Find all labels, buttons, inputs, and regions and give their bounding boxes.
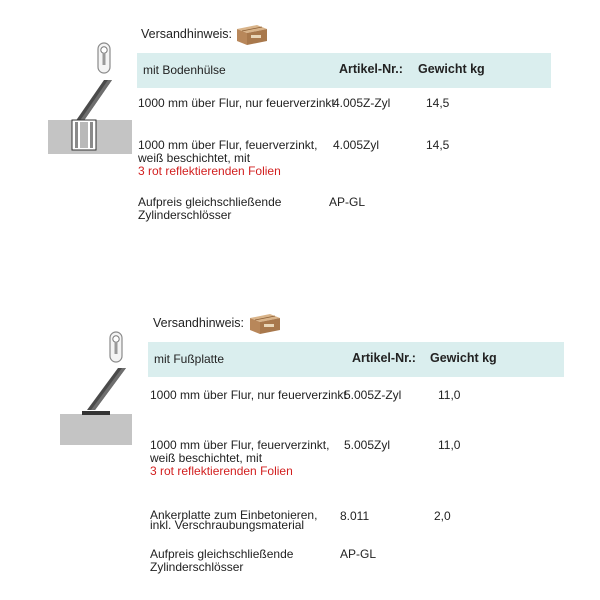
article-number-header: Artikel-Nr.:: [352, 351, 416, 365]
cylinder-lock-icon: [98, 43, 110, 73]
table-row-description: Ankerplatte zum Einbetonieren, inkl. Verschraubungsmaterial: [150, 508, 318, 532]
parcel-box-icon: [235, 22, 269, 46]
parcel-box-icon: [248, 311, 282, 335]
table-row-article: 8.011: [340, 509, 370, 523]
article-number-header: Artikel-Nr.:: [339, 62, 403, 76]
table-row-article: AP-GL: [340, 547, 377, 561]
weight-header: Gewicht kg: [430, 351, 497, 365]
table-row-weight: 14,5: [426, 138, 450, 152]
table-row-weight: 11,0: [438, 388, 461, 402]
shipping-note-label: Versandhinweis:: [141, 27, 233, 41]
table-row-description: 1000 mm über Flur, feuerverzinkt, weiß beschichtet, mit 3 rot reflektierenden Folien: [150, 438, 330, 478]
table-row-description: Aufpreis gleichschließende Zylinderschlösser: [150, 547, 294, 574]
table-row-description: 1000 mm über Flur, nur feuerverzinkt: [150, 388, 347, 402]
bollard-ground-sleeve-illustration: [46, 40, 132, 156]
table-row-article: AP-GL: [329, 195, 366, 209]
table-row-description: Aufpreis gleichschließende Zylinderschlösser: [138, 195, 282, 222]
table-row-article: 4.005Zyl: [333, 138, 380, 152]
variant-title: mit Fußplatte: [154, 352, 225, 366]
table-row-article: 5.005Zyl: [344, 438, 391, 452]
cylinder-lock-icon: [110, 332, 122, 362]
variant-title: mit Bodenhülse: [143, 63, 226, 77]
table-row-weight: 11,0: [438, 438, 461, 452]
shipping-note-label: Versandhinweis:: [153, 316, 245, 330]
weight-header: Gewicht kg: [418, 62, 485, 76]
table-row-description: 1000 mm über Flur, feuerverzinkt, weiß beschichtet, mit 3 rot reflektierenden Folien: [138, 138, 318, 178]
table-row-description: 1000 mm über Flur, nur feuerverzinkt: [138, 96, 335, 110]
table-row-article: 4.005Z-Zyl: [333, 96, 391, 110]
table-row-weight: 2,0: [434, 509, 451, 523]
table-row-weight: 14,5: [426, 96, 450, 110]
table-row-article: 5.005Z-Zyl: [344, 388, 402, 402]
bollard-base-plate-illustration: [60, 330, 132, 446]
